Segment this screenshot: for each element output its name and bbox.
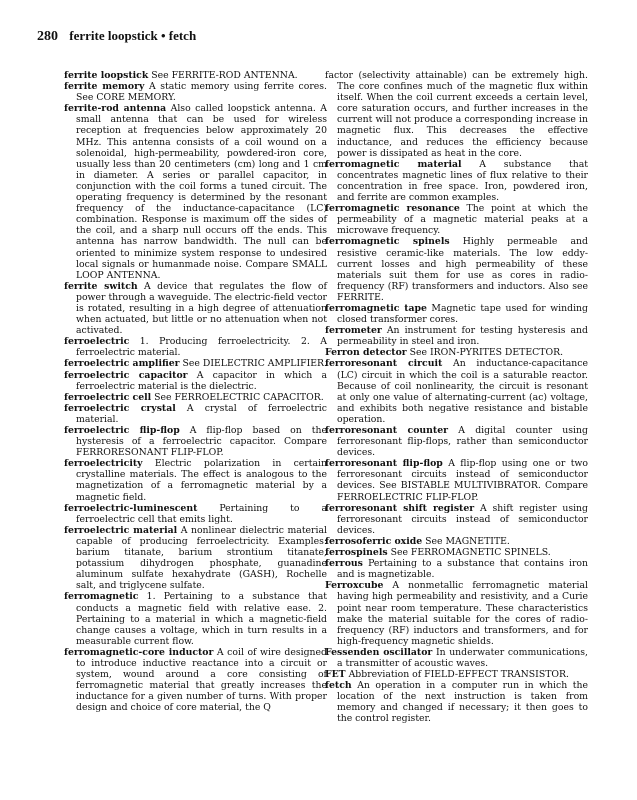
dictionary-entry xyxy=(325,547,588,558)
entry-definition: 1. Producing ferroelectricity. 2. A ferroelectric material. xyxy=(76,336,327,359)
entry-definition: See FERROELECTRIC CAPACITOR. xyxy=(154,391,324,403)
dictionary-entry xyxy=(64,358,327,369)
dictionary-entry xyxy=(325,458,588,502)
dictionary-entry xyxy=(64,403,327,425)
entry-definition: Pertaining to a ferroelectric cell that emits light. xyxy=(76,502,327,525)
entry-definition: See FERROMAGNETIC SPINELS. xyxy=(390,547,551,559)
entry-definition: A static memory using ferrite cores. See CORE MEMORY. xyxy=(76,81,327,104)
entry-term: ferrosoferric oxide xyxy=(325,535,423,547)
dictionary-entry xyxy=(325,558,588,580)
dictionary-entry xyxy=(325,325,588,347)
entry-term: ferrometer xyxy=(325,325,382,337)
entry-term: ferroresonant circuit xyxy=(325,358,443,370)
dictionary-entry-continued xyxy=(325,70,588,159)
entry-term: Ferron detector xyxy=(325,347,407,359)
entry-term: ferromagnetic resonance xyxy=(325,203,460,215)
entry-definition: Also called loopstick antenna. A small antenna that can be used for wireless reception at frequencies below approximately 20 MHz. This antenna consists of a coil wound on a solenoidal, high-permeability, powdered-iron core, usually less than 20 centimeters (cm) long and 1 cm in diameter. A series or parallel capacitor, in conjunction with the coil forms a tuned circuit. The operating frequency is determined by the resonant frequency of the inductance-capacitance (LC) combination. Response is maximum off the sides of the coil, and a sharp null occurs off the ends. This antenna has narrow bandwidth. The null can be oriented to minimize system response to undesired local signals or humanmade noise. Compare SMALL LOOP ANTENNA. xyxy=(76,103,327,281)
entry-term: ferroresonant shift register xyxy=(325,502,475,514)
entry-term: ferrite switch xyxy=(64,280,138,292)
entry-term: Fessenden oscillator xyxy=(325,646,433,658)
entry-term: ferroelectric amplifier xyxy=(64,358,180,370)
entry-term: ferroelectric capacitor xyxy=(64,369,188,381)
dictionary-entry xyxy=(64,458,327,502)
page-number: 280 xyxy=(37,29,58,44)
dictionary-entry xyxy=(64,647,327,714)
entry-definition: Magnetic tape used for winding closed transformer cores. xyxy=(337,302,588,326)
entry-definition: A device that regulates the flow of power through a waveguide. The electric-field vector is rotated, resulting in a high degree of attenuation when actuated, but little or no attenuation when not activated. xyxy=(76,280,327,337)
entry-definition: factor (selectivity attainable) can be extremely high. The core confines much of the magnetic flux within itself. When the coil current exceeds a certain level, core saturation occurs, and further increases in the current will not produce a corresponding increase in magnetic flux. This decreases the effective inductance, and reduces the efficiency because power is dissipated as heat in the core. xyxy=(325,70,588,159)
entry-definition: A capacitor in which a ferroelectric material is the dielectric. xyxy=(76,369,327,392)
entry-term: ferroelectricity xyxy=(64,458,143,470)
dictionary-entry xyxy=(64,103,327,281)
dictionary-entry xyxy=(64,591,327,646)
entry-term: ferroresonant counter xyxy=(325,425,449,436)
entry-term: ferroelectric cell xyxy=(64,391,152,403)
entry-term: ferroelectric material xyxy=(64,524,178,536)
entry-definition: Electric polarization in certain crystalline materials. The effect is analogous to the magnetization of a ferromagnetic material by a magnetic field. xyxy=(76,458,327,503)
entry-term: ferrite-rod antenna xyxy=(64,103,167,115)
entry-definition: See DIELECTRIC AMPLIFIER. xyxy=(182,358,327,370)
entry-term: ferrospinels xyxy=(325,547,388,559)
entry-term: ferrite loopstick xyxy=(64,70,149,81)
dictionary-entry xyxy=(325,503,588,536)
right-column xyxy=(325,70,588,725)
entry-term: ferroelectric crystal xyxy=(64,402,176,414)
dictionary-entry xyxy=(325,358,588,425)
entry-term: ferromagnetic material xyxy=(325,158,462,170)
entry-term: ferromagnetic tape xyxy=(325,302,427,314)
dictionary-entry xyxy=(325,580,588,647)
entry-definition: An instrument for testing hysteresis and permeability in steel and iron. xyxy=(337,325,588,348)
dictionary-entry xyxy=(325,203,588,236)
entry-term: FET xyxy=(325,669,346,681)
entry-term: ferromagnetic spinels xyxy=(325,236,450,248)
dictionary-entry xyxy=(64,370,327,392)
dictionary-entry xyxy=(325,536,588,547)
entry-definition: Pertaining to a substance that contains iron and is magnetizable. xyxy=(337,558,588,581)
entry-term: ferromagnetic-core inductor xyxy=(64,646,214,658)
entry-term: ferromagnetic xyxy=(64,591,139,603)
entry-definition: See IRON-PYRITES DETECTOR. xyxy=(409,347,564,359)
entry-term: ferroresonant flip-flop xyxy=(325,458,443,470)
entry-definition: Highly permeable and resistive ceramic-like materials. The low eddy-current losses and high permeability of these materials suit them for use as cores in radio-frequency (RF) transformers and inductors. Also see FERRITE. xyxy=(337,236,588,303)
entry-term: ferrous xyxy=(325,558,363,570)
dictionary-entry xyxy=(325,236,588,303)
dictionary-entry xyxy=(64,281,327,336)
page-running-title: ferrite loopstick • fetch xyxy=(69,28,197,43)
dictionary-entry xyxy=(64,336,327,358)
entry-definition: A coil of wire designed to introduce inductive reactance into a circuit or system, wound around a core consisting of ferromagnetic material that greatly increases the inductance for a given number of turns. With proper design and choice of core material, the Q xyxy=(76,646,327,714)
entry-definition: A digital counter using ferroresonant flip-flops, rather than semiconductor devices. xyxy=(337,425,588,459)
entry-definition: See MAGNETITE. xyxy=(425,535,510,547)
dictionary-entry xyxy=(325,680,588,724)
entry-definition: A flip-flop based on the hysteresis of a ferroelectric capacitor. Compare FERRORESONANT FLIP-FLOP. xyxy=(76,425,327,459)
dictionary-entry xyxy=(325,425,588,458)
entry-definition: An operation in a computer run in which the location of the next instruction is taken from memory and changed if necessary; it then goes to the control register. xyxy=(337,680,588,725)
entry-definition: A nonlinear dielectric material capable of producing ferroelectricity. Examples: barium titanate, barium strontium titanate, potassium dihydrogen phosphate, guanadine aluminum sulfate hexahydrate (GASH), Rochelle salt, and triglycene sulfate. xyxy=(76,524,327,592)
entry-term: fetch xyxy=(325,680,352,692)
entry-term: ferrite memory xyxy=(64,81,145,93)
entry-definition: A shift register using ferroresonant circuits instead of semiconductor devices. xyxy=(337,502,588,536)
entry-definition: An inductance-capacitance (LC) circuit in which the coil is a saturable reactor. Because of coil nonlinearity, the circuit is resonant at only one value of alternating-current (ac) voltage, and exhibits both negative resistance and bistable operation. xyxy=(337,358,588,425)
dictionary-entry xyxy=(325,647,588,669)
dictionary-entry xyxy=(64,503,327,525)
dictionary-entry xyxy=(64,425,327,458)
entry-definition: A flip-flop using one or two ferroresonant circuits instead of semiconductor devices. See BISTABLE MULTIVIBRATOR. Compare FERROELECTRIC FLIP-FLOP. xyxy=(337,458,588,503)
entry-definition: A crystal of ferroelectric material. xyxy=(76,402,327,425)
dictionary-entry xyxy=(64,81,327,103)
entry-definition: See FERRITE-ROD ANTENNA. xyxy=(151,70,298,81)
entry-definition: In underwater communications, a transmitter of acoustic waves. xyxy=(337,646,589,669)
dictionary-entry xyxy=(325,159,588,203)
dictionary-entry xyxy=(325,347,588,358)
entry-definition: A substance that concentrates magnetic lines of flux relative to their concentration in free space. Iron, powdered iron, and ferrite are common examples. xyxy=(337,158,588,204)
dictionary-entry xyxy=(64,525,327,592)
entry-term: ferroelectric flip-flop xyxy=(64,425,180,436)
entry-definition: A nonmetallic ferromagnetic material having high permeability and resistivity, and a Curie point near room temperature. These characteristics make the material suitable for the cores of radio-frequency (RF) inductors and transformers, and for high-frequency magnetic shields. xyxy=(337,580,588,647)
entry-definition: 1. Pertaining to a substance that conducts a magnetic field with relative ease. 2. Pertaining to a material in which a magnetic-field change causes a voltage, which in turn results in a measurable current flow. xyxy=(76,591,327,647)
dictionary-entry xyxy=(325,669,588,680)
page-header xyxy=(37,28,196,45)
entry-definition: The point at which the permeability of a magnetic material peaks at a microwave frequency. xyxy=(337,203,588,237)
left-column xyxy=(64,70,327,713)
entry-term: Ferroxcube xyxy=(325,580,384,592)
dictionary-entry xyxy=(64,70,327,81)
entry-term: ferroelectric xyxy=(64,336,130,348)
dictionary-entry xyxy=(64,392,327,403)
dictionary-entry xyxy=(325,303,588,325)
entry-term: ferroelectric-luminescent xyxy=(64,502,198,514)
entry-definition: Abbreviation of FIELD-EFFECT TRANSISTOR. xyxy=(348,669,569,681)
